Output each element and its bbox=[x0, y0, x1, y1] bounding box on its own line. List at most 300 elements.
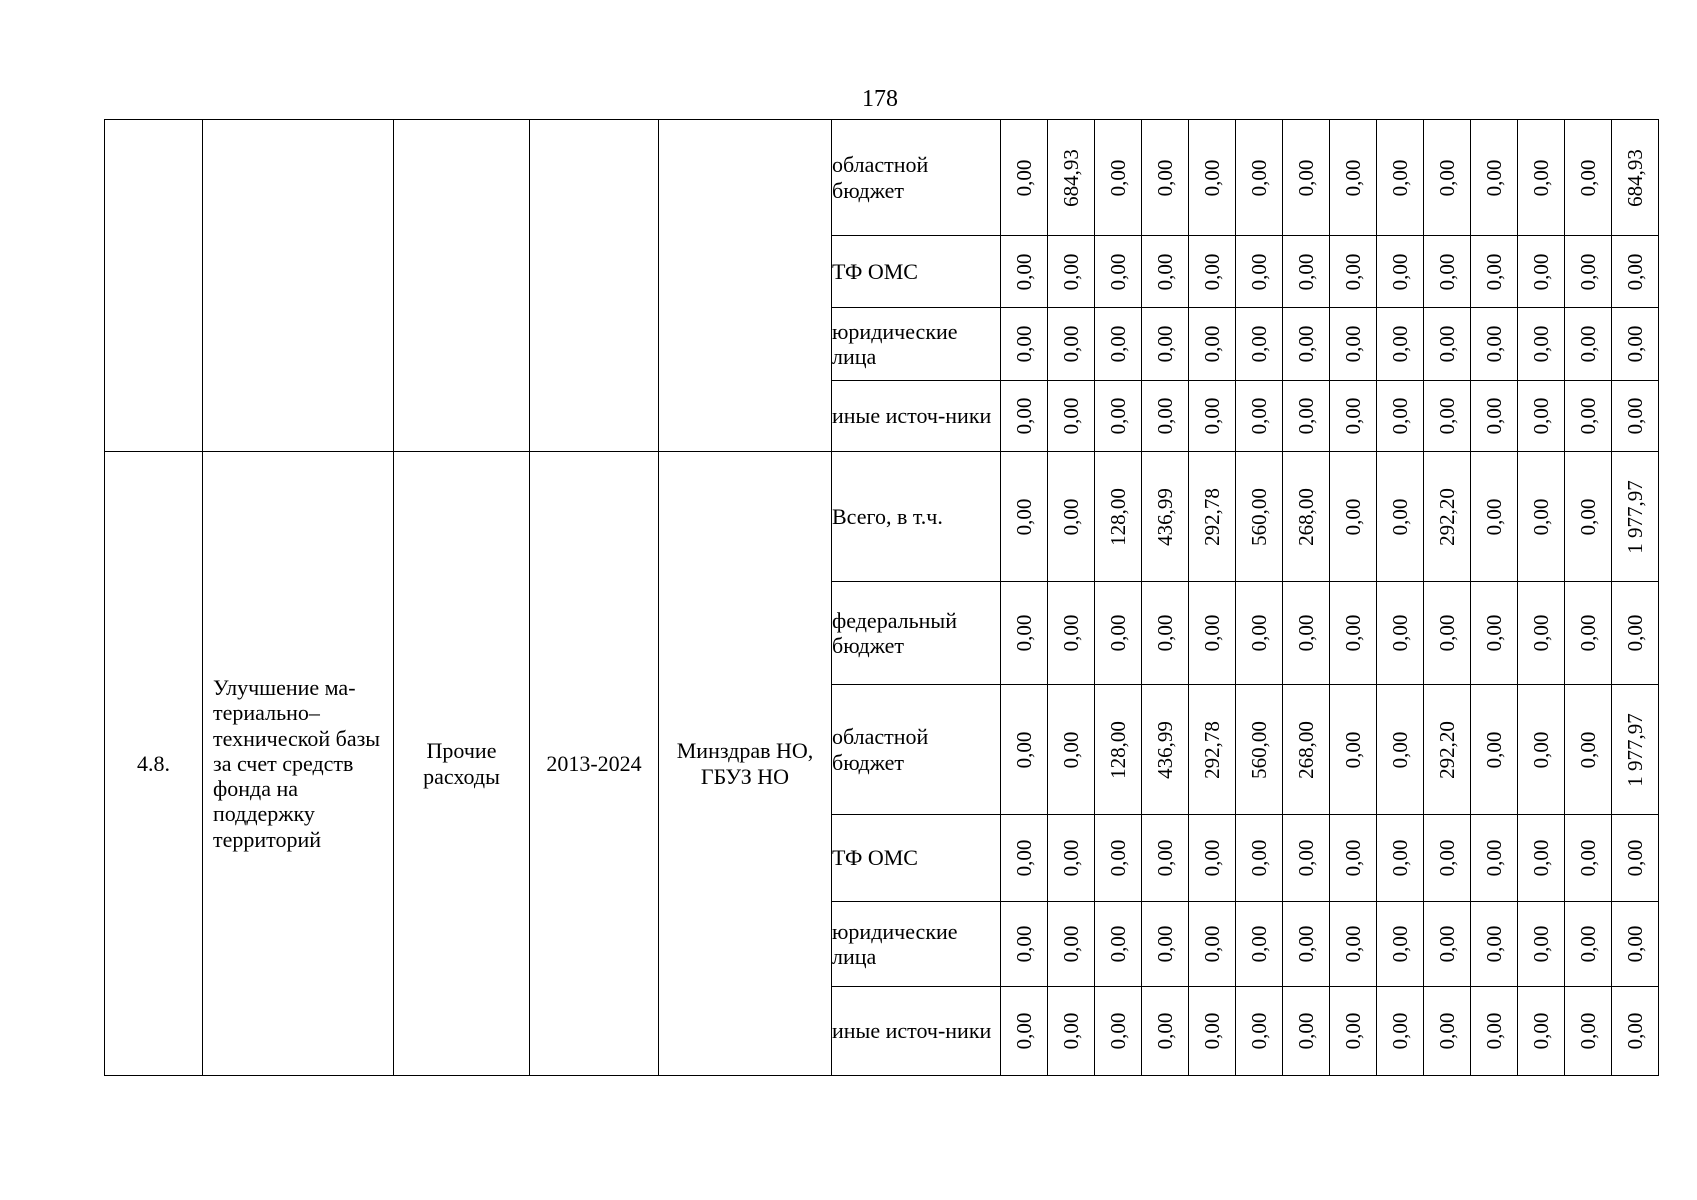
value-cell bbox=[1330, 308, 1377, 381]
funding-source: ТФ ОМС bbox=[832, 815, 1001, 902]
value-cell bbox=[1424, 902, 1471, 987]
value-text: 0,00 bbox=[1246, 1012, 1271, 1050]
value-text: 0,00 bbox=[1528, 397, 1553, 435]
item-name bbox=[203, 120, 394, 452]
funding-source: иные источ-ники bbox=[832, 987, 1001, 1076]
value-cell bbox=[1048, 685, 1095, 815]
value-cell bbox=[1612, 815, 1659, 902]
value-text: 128,00 bbox=[1105, 487, 1130, 546]
funding-source: ТФ ОМС bbox=[832, 236, 1001, 308]
value-text: 292,78 bbox=[1199, 487, 1224, 546]
value-cell bbox=[1518, 381, 1565, 452]
executor bbox=[659, 120, 832, 452]
value-cell bbox=[1330, 120, 1377, 236]
value-text: 0,00 bbox=[1340, 731, 1365, 768]
value-text: 292,20 bbox=[1434, 720, 1459, 779]
value-text: 0,00 bbox=[1387, 397, 1412, 435]
expense-type: Прочие расходы bbox=[394, 452, 530, 1076]
funding-source: юридические лица bbox=[832, 308, 1001, 381]
value-text: 0,00 bbox=[1481, 397, 1506, 435]
value-text: 0,00 bbox=[1058, 839, 1083, 877]
value-text: 0,00 bbox=[1011, 498, 1036, 535]
value-cell bbox=[1236, 381, 1283, 452]
item-number bbox=[105, 120, 203, 452]
value-cell bbox=[1189, 381, 1236, 452]
value-cell bbox=[1518, 987, 1565, 1076]
value-cell bbox=[1612, 120, 1659, 236]
value-cell bbox=[1565, 902, 1612, 987]
value-cell bbox=[1236, 582, 1283, 685]
value-cell bbox=[1330, 381, 1377, 452]
value-text: 0,00 bbox=[1293, 159, 1318, 196]
value-text: 0,00 bbox=[1199, 614, 1224, 652]
value-text: 0,00 bbox=[1152, 159, 1177, 196]
value-cell bbox=[1283, 452, 1330, 582]
value-text: 1 977,97 bbox=[1622, 712, 1647, 787]
value-cell bbox=[1189, 582, 1236, 685]
value-cell bbox=[1471, 582, 1518, 685]
value-cell bbox=[1565, 120, 1612, 236]
value-cell bbox=[1330, 987, 1377, 1076]
value-text: 436,99 bbox=[1152, 720, 1177, 779]
value-cell bbox=[1095, 815, 1142, 902]
value-text: 0,00 bbox=[1434, 325, 1459, 363]
value-text: 0,00 bbox=[1152, 253, 1177, 290]
value-text: 0,00 bbox=[1105, 614, 1130, 652]
value-cell bbox=[1612, 308, 1659, 381]
value-text: 0,00 bbox=[1387, 253, 1412, 290]
value-cell bbox=[1001, 902, 1048, 987]
value-text: 0,00 bbox=[1528, 925, 1553, 963]
value-cell bbox=[1471, 236, 1518, 308]
value-cell bbox=[1189, 685, 1236, 815]
value-text: 0,00 bbox=[1434, 253, 1459, 290]
value-cell bbox=[1236, 902, 1283, 987]
value-cell bbox=[1518, 815, 1565, 902]
value-text: 0,00 bbox=[1105, 1012, 1130, 1050]
value-cell bbox=[1377, 308, 1424, 381]
value-text: 684,93 bbox=[1622, 148, 1647, 207]
value-cell bbox=[1001, 582, 1048, 685]
value-text: 0,00 bbox=[1387, 325, 1412, 363]
value-text: 0,00 bbox=[1199, 925, 1224, 963]
value-text: 0,00 bbox=[1293, 614, 1318, 652]
value-cell bbox=[1048, 902, 1095, 987]
value-text: 0,00 bbox=[1481, 614, 1506, 652]
value-cell bbox=[1283, 120, 1330, 236]
page-number: 178 bbox=[862, 86, 898, 112]
value-text: 0,00 bbox=[1528, 614, 1553, 652]
value-text: 0,00 bbox=[1011, 159, 1036, 196]
value-text: 0,00 bbox=[1011, 731, 1036, 768]
value-cell bbox=[1330, 902, 1377, 987]
value-text: 0,00 bbox=[1058, 1012, 1083, 1050]
value-cell bbox=[1565, 452, 1612, 582]
value-cell bbox=[1565, 815, 1612, 902]
value-cell bbox=[1189, 452, 1236, 582]
value-cell bbox=[1471, 120, 1518, 236]
value-text: 292,78 bbox=[1199, 720, 1224, 779]
value-text: 0,00 bbox=[1199, 1012, 1224, 1050]
value-text: 0,00 bbox=[1528, 159, 1553, 196]
value-text: 0,00 bbox=[1575, 253, 1600, 290]
value-text: 0,00 bbox=[1011, 325, 1036, 363]
value-text: 0,00 bbox=[1293, 1012, 1318, 1050]
value-text: 0,00 bbox=[1152, 925, 1177, 963]
value-cell bbox=[1612, 452, 1659, 582]
value-cell bbox=[1565, 987, 1612, 1076]
value-cell bbox=[1471, 987, 1518, 1076]
value-cell bbox=[1142, 582, 1189, 685]
value-cell bbox=[1001, 381, 1048, 452]
value-text: 560,00 bbox=[1246, 720, 1271, 779]
value-text: 0,00 bbox=[1199, 159, 1224, 196]
value-cell bbox=[1565, 685, 1612, 815]
value-cell bbox=[1048, 381, 1095, 452]
value-cell bbox=[1283, 582, 1330, 685]
value-cell bbox=[1518, 236, 1565, 308]
value-cell bbox=[1236, 236, 1283, 308]
value-cell bbox=[1048, 308, 1095, 381]
value-cell bbox=[1095, 308, 1142, 381]
value-text: 0,00 bbox=[1340, 159, 1365, 196]
value-cell bbox=[1565, 582, 1612, 685]
value-cell bbox=[1189, 120, 1236, 236]
value-text: 0,00 bbox=[1340, 253, 1365, 290]
value-cell bbox=[1471, 685, 1518, 815]
value-cell bbox=[1377, 452, 1424, 582]
value-text: 0,00 bbox=[1011, 614, 1036, 652]
value-cell bbox=[1518, 452, 1565, 582]
value-text: 560,00 bbox=[1246, 487, 1271, 546]
value-text: 0,00 bbox=[1293, 325, 1318, 363]
item-number: 4.8. bbox=[105, 452, 203, 1076]
value-text: 0,00 bbox=[1528, 325, 1553, 363]
value-text: 0,00 bbox=[1481, 253, 1506, 290]
value-text: 0,00 bbox=[1622, 253, 1647, 290]
executor: Минздрав НО, ГБУЗ НО bbox=[659, 452, 832, 1076]
value-cell bbox=[1612, 381, 1659, 452]
value-cell bbox=[1095, 987, 1142, 1076]
value-text: 0,00 bbox=[1058, 925, 1083, 963]
value-cell bbox=[1330, 452, 1377, 582]
value-text: 0,00 bbox=[1011, 397, 1036, 435]
value-cell bbox=[1424, 120, 1471, 236]
funding-source: областной бюджет bbox=[832, 120, 1001, 236]
value-text: 0,00 bbox=[1293, 397, 1318, 435]
value-cell bbox=[1283, 685, 1330, 815]
value-text: 0,00 bbox=[1340, 1012, 1365, 1050]
value-text: 0,00 bbox=[1575, 325, 1600, 363]
value-text: 0,00 bbox=[1481, 159, 1506, 196]
value-text: 0,00 bbox=[1058, 397, 1083, 435]
value-cell bbox=[1518, 685, 1565, 815]
value-text: 0,00 bbox=[1058, 253, 1083, 290]
value-cell bbox=[1565, 236, 1612, 308]
value-text: 0,00 bbox=[1481, 1012, 1506, 1050]
value-text: 0,00 bbox=[1199, 253, 1224, 290]
value-text: 0,00 bbox=[1293, 253, 1318, 290]
value-text: 0,00 bbox=[1152, 839, 1177, 877]
value-text: 436,99 bbox=[1152, 487, 1177, 546]
value-text: 292,20 bbox=[1434, 487, 1459, 546]
value-text: 0,00 bbox=[1387, 614, 1412, 652]
value-text: 0,00 bbox=[1105, 925, 1130, 963]
funding-source: Всего, в т.ч. bbox=[832, 452, 1001, 582]
value-text: 0,00 bbox=[1481, 325, 1506, 363]
value-cell bbox=[1189, 815, 1236, 902]
value-cell bbox=[1142, 685, 1189, 815]
value-cell bbox=[1236, 815, 1283, 902]
value-cell bbox=[1565, 381, 1612, 452]
value-cell bbox=[1377, 381, 1424, 452]
item-name: Улучшение ма-териально–технической базы за счет средств фонда на поддержку территорий bbox=[203, 452, 394, 1076]
value-cell bbox=[1095, 381, 1142, 452]
value-text: 0,00 bbox=[1434, 614, 1459, 652]
value-cell bbox=[1048, 120, 1095, 236]
value-text: 0,00 bbox=[1575, 839, 1600, 877]
value-cell bbox=[1142, 987, 1189, 1076]
value-cell bbox=[1001, 815, 1048, 902]
value-text: 0,00 bbox=[1199, 325, 1224, 363]
value-text: 0,00 bbox=[1105, 397, 1130, 435]
value-text: 0,00 bbox=[1622, 325, 1647, 363]
value-text: 0,00 bbox=[1575, 614, 1600, 652]
value-cell bbox=[1518, 308, 1565, 381]
value-text: 0,00 bbox=[1293, 839, 1318, 877]
value-cell bbox=[1142, 815, 1189, 902]
value-cell bbox=[1095, 120, 1142, 236]
value-cell bbox=[1424, 685, 1471, 815]
value-text: 0,00 bbox=[1105, 325, 1130, 363]
value-text: 0,00 bbox=[1575, 159, 1600, 196]
value-text: 0,00 bbox=[1340, 925, 1365, 963]
value-text: 684,93 bbox=[1058, 148, 1083, 207]
table-row bbox=[105, 120, 1659, 236]
value-text: 0,00 bbox=[1011, 1012, 1036, 1050]
value-text: 0,00 bbox=[1622, 925, 1647, 963]
value-cell bbox=[1048, 987, 1095, 1076]
value-cell bbox=[1189, 308, 1236, 381]
value-text: 0,00 bbox=[1058, 731, 1083, 768]
value-cell bbox=[1142, 120, 1189, 236]
value-cell bbox=[1048, 815, 1095, 902]
value-cell bbox=[1095, 685, 1142, 815]
value-cell bbox=[1330, 236, 1377, 308]
value-text: 0,00 bbox=[1293, 925, 1318, 963]
value-text: 0,00 bbox=[1105, 159, 1130, 196]
value-cell bbox=[1377, 902, 1424, 987]
value-cell bbox=[1424, 582, 1471, 685]
value-cell bbox=[1095, 582, 1142, 685]
value-text: 0,00 bbox=[1387, 1012, 1412, 1050]
value-cell bbox=[1283, 902, 1330, 987]
value-text: 0,00 bbox=[1434, 925, 1459, 963]
value-text: 0,00 bbox=[1528, 839, 1553, 877]
value-text: 0,00 bbox=[1528, 1012, 1553, 1050]
value-cell bbox=[1612, 902, 1659, 987]
value-text: 0,00 bbox=[1246, 159, 1271, 196]
expense-type bbox=[394, 120, 530, 452]
value-text: 0,00 bbox=[1481, 498, 1506, 535]
value-cell bbox=[1001, 120, 1048, 236]
value-text: 0,00 bbox=[1058, 325, 1083, 363]
value-cell bbox=[1565, 308, 1612, 381]
value-cell bbox=[1471, 308, 1518, 381]
value-text: 0,00 bbox=[1246, 253, 1271, 290]
value-cell bbox=[1001, 308, 1048, 381]
value-cell bbox=[1142, 308, 1189, 381]
funding-source: областной бюджет bbox=[832, 685, 1001, 815]
value-cell bbox=[1142, 452, 1189, 582]
value-text: 0,00 bbox=[1575, 731, 1600, 768]
value-cell bbox=[1471, 452, 1518, 582]
value-cell bbox=[1330, 815, 1377, 902]
value-text: 0,00 bbox=[1387, 159, 1412, 196]
value-cell bbox=[1518, 582, 1565, 685]
value-text: 0,00 bbox=[1622, 614, 1647, 652]
value-text: 0,00 bbox=[1434, 839, 1459, 877]
value-text: 0,00 bbox=[1387, 839, 1412, 877]
value-cell bbox=[1471, 902, 1518, 987]
value-cell bbox=[1142, 236, 1189, 308]
value-cell bbox=[1283, 381, 1330, 452]
value-cell bbox=[1048, 452, 1095, 582]
value-cell bbox=[1377, 815, 1424, 902]
value-text: 0,00 bbox=[1152, 1012, 1177, 1050]
value-text: 0,00 bbox=[1340, 498, 1365, 535]
value-cell bbox=[1283, 308, 1330, 381]
value-cell bbox=[1471, 381, 1518, 452]
value-cell bbox=[1095, 902, 1142, 987]
value-cell bbox=[1424, 236, 1471, 308]
value-text: 0,00 bbox=[1246, 925, 1271, 963]
value-cell bbox=[1424, 381, 1471, 452]
value-text: 0,00 bbox=[1340, 839, 1365, 877]
value-cell bbox=[1142, 381, 1189, 452]
value-cell bbox=[1142, 902, 1189, 987]
budget-table bbox=[104, 119, 1659, 1076]
value-text: 0,00 bbox=[1622, 839, 1647, 877]
value-text: 0,00 bbox=[1011, 839, 1036, 877]
value-cell bbox=[1471, 815, 1518, 902]
value-text: 0,00 bbox=[1058, 614, 1083, 652]
value-cell bbox=[1330, 582, 1377, 685]
value-text: 0,00 bbox=[1434, 159, 1459, 196]
value-text: 0,00 bbox=[1105, 839, 1130, 877]
value-cell bbox=[1048, 582, 1095, 685]
value-text: 0,00 bbox=[1246, 325, 1271, 363]
value-text: 0,00 bbox=[1152, 397, 1177, 435]
value-text: 0,00 bbox=[1199, 397, 1224, 435]
value-text: 0,00 bbox=[1434, 397, 1459, 435]
value-text: 0,00 bbox=[1387, 498, 1412, 535]
value-text: 0,00 bbox=[1105, 253, 1130, 290]
value-cell bbox=[1236, 685, 1283, 815]
value-text: 0,00 bbox=[1152, 325, 1177, 363]
value-cell bbox=[1612, 987, 1659, 1076]
value-cell bbox=[1189, 902, 1236, 987]
value-text: 268,00 bbox=[1293, 720, 1318, 779]
value-cell bbox=[1001, 452, 1048, 582]
value-text: 0,00 bbox=[1011, 925, 1036, 963]
value-cell bbox=[1377, 120, 1424, 236]
value-cell bbox=[1001, 685, 1048, 815]
value-cell bbox=[1283, 987, 1330, 1076]
value-cell bbox=[1001, 987, 1048, 1076]
value-text: 0,00 bbox=[1528, 498, 1553, 535]
funding-source: федеральный бюджет bbox=[832, 582, 1001, 685]
value-cell bbox=[1612, 685, 1659, 815]
value-cell bbox=[1424, 452, 1471, 582]
value-text: 0,00 bbox=[1481, 925, 1506, 963]
value-cell bbox=[1377, 685, 1424, 815]
value-text: 0,00 bbox=[1340, 614, 1365, 652]
value-text: 0,00 bbox=[1481, 839, 1506, 877]
value-text: 0,00 bbox=[1622, 1012, 1647, 1050]
value-text: 0,00 bbox=[1528, 731, 1553, 768]
value-text: 0,00 bbox=[1387, 925, 1412, 963]
value-cell bbox=[1518, 120, 1565, 236]
value-cell bbox=[1048, 236, 1095, 308]
value-text: 0,00 bbox=[1481, 731, 1506, 768]
value-cell bbox=[1283, 236, 1330, 308]
value-text: 0,00 bbox=[1622, 397, 1647, 435]
funding-source: иные источ-ники bbox=[832, 381, 1001, 452]
value-cell bbox=[1001, 236, 1048, 308]
value-text: 0,00 bbox=[1152, 614, 1177, 652]
implementation-period: 2013-2024 bbox=[530, 452, 659, 1076]
value-text: 0,00 bbox=[1340, 397, 1365, 435]
value-text: 0,00 bbox=[1387, 731, 1412, 768]
value-text: 0,00 bbox=[1528, 253, 1553, 290]
value-text: 128,00 bbox=[1105, 720, 1130, 779]
value-text: 0,00 bbox=[1340, 325, 1365, 363]
value-cell bbox=[1283, 815, 1330, 902]
value-cell bbox=[1236, 987, 1283, 1076]
value-cell bbox=[1236, 308, 1283, 381]
value-cell bbox=[1424, 987, 1471, 1076]
value-text: 268,00 bbox=[1293, 487, 1318, 546]
value-cell bbox=[1612, 582, 1659, 685]
value-cell bbox=[1236, 120, 1283, 236]
value-text: 0,00 bbox=[1058, 498, 1083, 535]
value-cell bbox=[1424, 308, 1471, 381]
value-text: 0,00 bbox=[1434, 1012, 1459, 1050]
value-cell bbox=[1424, 815, 1471, 902]
value-cell bbox=[1377, 582, 1424, 685]
value-text: 0,00 bbox=[1246, 614, 1271, 652]
value-cell bbox=[1377, 987, 1424, 1076]
value-cell bbox=[1518, 902, 1565, 987]
value-text: 0,00 bbox=[1246, 839, 1271, 877]
value-cell bbox=[1377, 236, 1424, 308]
value-cell bbox=[1189, 236, 1236, 308]
value-text: 0,00 bbox=[1246, 397, 1271, 435]
value-cell bbox=[1236, 452, 1283, 582]
value-text: 0,00 bbox=[1011, 253, 1036, 290]
value-text: 0,00 bbox=[1575, 925, 1600, 963]
value-text: 0,00 bbox=[1575, 498, 1600, 535]
value-text: 0,00 bbox=[1575, 397, 1600, 435]
value-cell bbox=[1612, 236, 1659, 308]
table-row bbox=[105, 452, 1659, 582]
implementation-period bbox=[530, 120, 659, 452]
value-text: 0,00 bbox=[1575, 1012, 1600, 1050]
value-text: 1 977,97 bbox=[1622, 479, 1647, 554]
value-cell bbox=[1189, 987, 1236, 1076]
value-cell bbox=[1095, 452, 1142, 582]
